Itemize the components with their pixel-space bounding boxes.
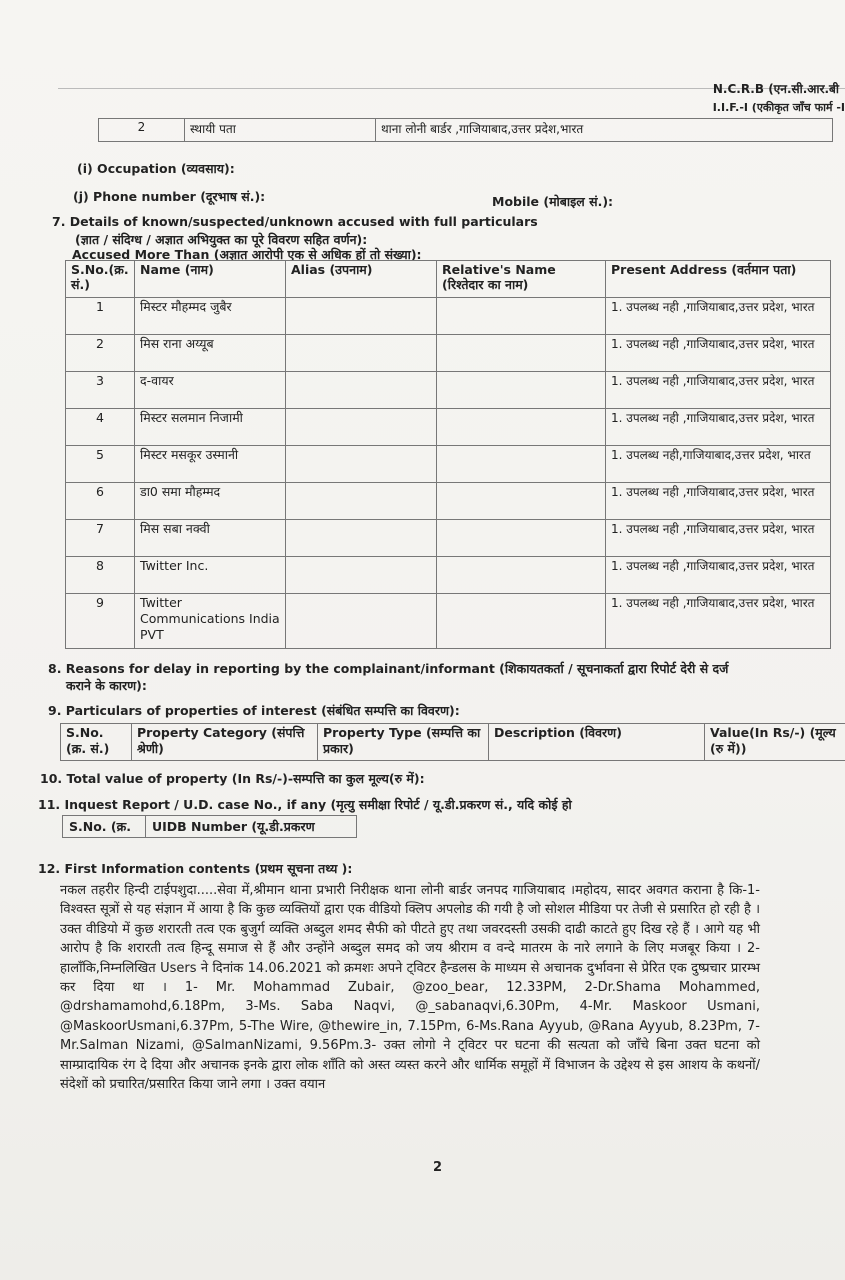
row-name: Twitter Communications India PVT	[135, 594, 286, 649]
row-name: Twitter Inc.	[135, 557, 286, 594]
col-sno: S.No.(क्र. सं.)	[66, 261, 135, 298]
table-row	[66, 409, 831, 446]
col-relative: Relative's Name (रिश्तेदार का नाम)	[437, 261, 606, 298]
col-sno: S.No. (क्र. सं.)	[61, 724, 132, 761]
col-address: Present Address (वर्तमान पता)	[606, 261, 831, 298]
row-address: 1. उपलब्ध नही ,गाजियाबाद,उत्तर प्रदेश, भारत	[606, 298, 831, 335]
row-alias	[286, 298, 437, 335]
section-7-subtitle: (ज्ञात / संदिग्ध / अज्ञात अभियुक्त का पूरे विवरण सहित वर्णन):	[75, 232, 368, 247]
col-sno: S.No. (क्र.	[63, 816, 146, 838]
col-alias: Alias (उपनाम)	[286, 261, 437, 298]
section-8-continuation: कराने के कारण):	[66, 678, 147, 693]
first-information-contents: नकल तहरीर हिन्दी टाईपशुदा.....सेवा में,श्रीमान थाना प्रभारी निरीक्षक थाना लोनी बार्डर जनपद गाजियाबाद ।महोदय, सादर अवगत कराना है कि-1-विश्वस्त सूत्रों से यह संज्ञान में आया है कि कुछ व्यक्तियों द्वारा एक वीडियो क्लिप अपलोड की गयी है जो सोशल मीडिया पर तेजी से प्रसारित हो रही है । उक्त वीडियो में कुछ शरारती तत्व एक बुजुर्ग व्यक्ति अब्दुल शमद सैफी को पीटते हुए तथा जवरदस्ती उसकी दाढी काटते हुए दिख रहे हैं । आगे यह भी आरोप है कि शरारती तत्व हिन्दू समाज से हैं और उन्होंने अब्दुल समद को जय श्रीराम व वन्दे मातरम के नारे लगाने के लिए मजबूर किया । 2- हालाँकि,निम्नलिखित Users ने दिनांक 14.06.2021 को क्रमशः अपने ट्विटर हैन्डलस के माध्यम से अचानक दुर्भावना से प्रेरित एक दुष्प्रचार प्रारम्भ कर दिया था । 1- Mr. Mohammad Zubair, @zoo_bear, 12.33PM, 2-Dr.Shama Mohammed, @drshamamohd,6.18Pm, 3-Ms. Saba Naqvi, @_sabanaqvi,6.30Pm, 4-Mr. Maskoor Usmani, @MaskoorUsmani,6.37Pm, 5-The Wire, @thewire_in, 7.15Pm, 6-Ms.Rana Ayyub, @Rana Ayyub, 8.23Pm, 7-Mr.Salman Nizami, @SalmanNizami, 9.56Pm.3- उक्त लोगो ने ट्विटर पर घटना की सत्यता को जाँचे बिना उक्त घटना को साम्प्रादायिक रंग दे दिया और अचानक इनके द्वारा लोक शाँति को अस्त व्यस्त करने और धार्मिक समूहों में विभाजन के उद्देश्य से इस आशय के कथनों/संदेशों को प्रचारित/प्रसारित किया जाने लगा । उक्त वयान	[60, 883, 760, 1093]
table-row	[66, 298, 831, 335]
row-sno: 9	[66, 594, 135, 649]
form-header-ncrb: N.C.R.B (एन.सी.आर.बी	[712, 82, 839, 96]
row-alias	[286, 594, 437, 649]
section-7-title: 7. Details of known/suspected/unknown accused with full particulars	[52, 214, 538, 229]
col-uidb: UIDB Number (यू.डी.प्रकरण	[146, 816, 357, 838]
property-table	[60, 723, 845, 761]
row-relative	[437, 520, 606, 557]
row-alias	[286, 409, 437, 446]
table-row	[66, 446, 831, 483]
address-row-value: थाना लोनी बार्डर ,गाजियाबाद,उत्तर प्रदेश,भारत	[376, 119, 833, 142]
address-row-label: स्थायी पता	[185, 119, 376, 142]
col-category: Property Category (संपत्ति श्रेणी)	[132, 724, 318, 761]
row-sno: 4	[66, 409, 135, 446]
col-value: Value(In Rs/-) (मूल्य (रु में))	[705, 724, 845, 761]
phone-label: (j) Phone number (दूरभाष सं.):	[73, 189, 266, 204]
row-sno: 5	[66, 446, 135, 483]
section-10-title: 10. Total value of property (In Rs/-)-सम्पत्ति का कुल मूल्य(रु में):	[40, 771, 425, 786]
row-address: 1. उपलब्ध नही ,गाजियाबाद,उत्तर प्रदेश, भारत	[606, 557, 831, 594]
row-relative	[437, 372, 606, 409]
row-address: 1. उपलब्ध नही,गाजियाबाद,उत्तर प्रदेश, भारत	[606, 446, 831, 483]
row-name: मिस राना अय्यूब	[135, 335, 286, 372]
row-sno: 2	[66, 335, 135, 372]
row-name: मिस सबा नक्वी	[135, 520, 286, 557]
section-9-title: 9. Particulars of properties of interest (संबंधित सम्पत्ति का विवरण):	[48, 703, 460, 718]
row-address: 1. उपलब्ध नही ,गाजियाबाद,उत्तर प्रदेश, भारत	[606, 409, 831, 446]
row-alias	[286, 372, 437, 409]
row-name: डा0 समा मौहम्मद	[135, 483, 286, 520]
table-header-row	[63, 816, 357, 838]
row-address: 1. उपलब्ध नही ,गाजियाबाद,उत्तर प्रदेश, भारत	[606, 483, 831, 520]
row-relative	[437, 298, 606, 335]
section-12-title: 12. First Information contents (प्रथम सूचना तथ्य ):	[38, 861, 353, 876]
row-sno: 3	[66, 372, 135, 409]
table-row	[66, 335, 831, 372]
row-address: 1. उपलब्ध नही ,गाजियाबाद,उत्तर प्रदेश, भारत	[606, 372, 831, 409]
row-alias	[286, 557, 437, 594]
table-header-row	[66, 261, 831, 298]
row-name: मिस्टर मसकूर उस्मानी	[135, 446, 286, 483]
row-relative	[437, 446, 606, 483]
row-sno: 6	[66, 483, 135, 520]
uidb-table	[62, 815, 357, 838]
row-address: 1. उपलब्ध नही ,गाजियाबाद,उत्तर प्रदेश, भारत	[606, 335, 831, 372]
table-row	[66, 594, 831, 649]
row-sno: 7	[66, 520, 135, 557]
page-number: 2	[433, 1160, 443, 1175]
row-relative	[437, 335, 606, 372]
table-row	[99, 119, 833, 142]
col-type: Property Type (सम्पत्ति का प्रकार)	[318, 724, 489, 761]
table-header-row	[61, 724, 845, 761]
row-name: मिस्टर मौहम्मद जुबैर	[135, 298, 286, 335]
row-relative	[437, 409, 606, 446]
table-row	[66, 557, 831, 594]
section-8-title: 8. Reasons for delay in reporting by the complainant/informant (शिकायतकर्ता / सूचनाकर्ता द्वारा रिपोर्ट देरी से दर्ज	[48, 661, 729, 676]
row-name: द-वायर	[135, 372, 286, 409]
row-relative	[437, 483, 606, 520]
address-row-number: 2	[99, 119, 185, 142]
col-description: Description (विवरण)	[489, 724, 705, 761]
form-header-iif: I.I.F.-I (एकीकृत जाँच फार्म -I	[712, 101, 845, 114]
row-alias	[286, 520, 437, 557]
row-sno: 1	[66, 298, 135, 335]
row-name: मिस्टर सलमान निजामी	[135, 409, 286, 446]
row-relative	[437, 557, 606, 594]
col-name: Name (नाम)	[135, 261, 286, 298]
occupation-label: (i) Occupation (व्यवसाय):	[77, 161, 235, 176]
permanent-address-table	[98, 118, 833, 142]
row-alias	[286, 446, 437, 483]
row-alias	[286, 335, 437, 372]
accused-more-than: Accused More Than (अज्ञात आरोपी एक से अधिक हों तो संख्या):	[72, 247, 422, 262]
row-address: 1. उपलब्ध नही ,गाजियाबाद,उत्तर प्रदेश, भारत	[606, 594, 831, 649]
row-address: 1. उपलब्ध नही ,गाजियाबाद,उत्तर प्रदेश, भारत	[606, 520, 831, 557]
row-alias	[286, 483, 437, 520]
accused-table	[65, 260, 831, 649]
table-row	[66, 483, 831, 520]
row-relative	[437, 594, 606, 649]
mobile-label: Mobile (मोबाइल सं.):	[492, 194, 614, 209]
table-row	[66, 372, 831, 409]
table-row	[66, 520, 831, 557]
section-11-title: 11. Inquest Report / U.D. case No., if any (मृत्यु समीक्षा रिपोर्ट / यू.डी.प्रकरण सं., यदि कोई हो	[38, 797, 572, 812]
row-sno: 8	[66, 557, 135, 594]
